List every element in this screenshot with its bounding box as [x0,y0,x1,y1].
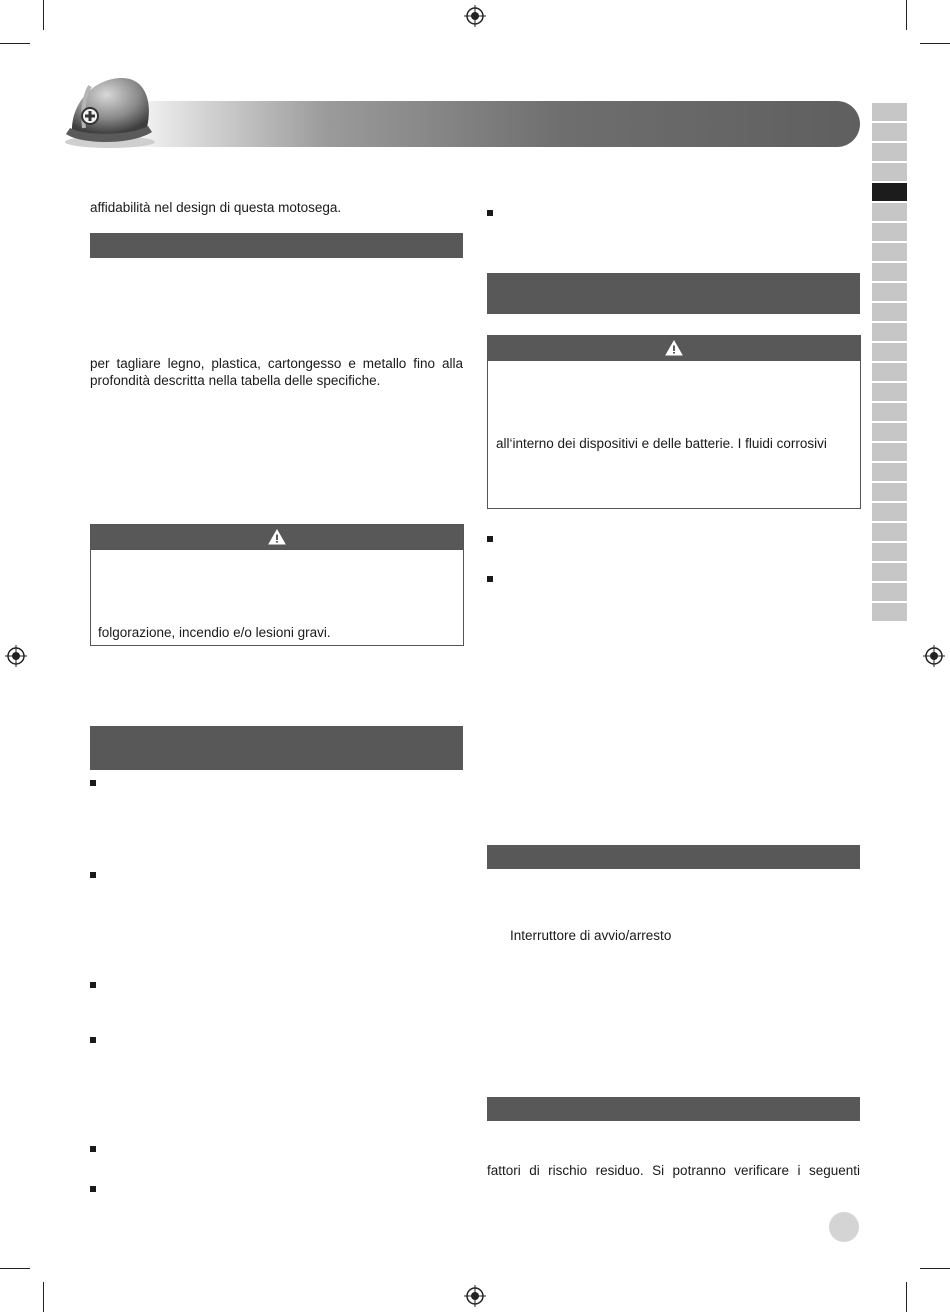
list-bullet [90,1146,96,1152]
warning-triangle-icon [268,529,286,545]
list-bullet [90,872,96,878]
section-heading-bar [90,233,463,258]
registration-mark-icon [923,645,945,667]
usage-text: profondità descritta nella tabella delle specifiche. [90,373,381,388]
side-tab [872,203,907,223]
side-tab [872,103,907,123]
section-heading-bar [90,726,463,770]
side-tab [872,563,907,583]
side-tab [872,543,907,563]
crop-mark [906,0,907,30]
page-number-marker [829,1212,859,1242]
crop-mark [0,1268,30,1269]
side-tab [872,503,907,523]
side-tab [872,383,907,403]
side-tab [872,343,907,363]
side-tab [872,163,907,183]
list-bullet [487,576,493,582]
side-tab [872,603,907,623]
side-tab [872,423,907,443]
crop-mark [920,43,950,44]
crop-mark [0,43,30,44]
risk-text: fattori di rischio residuo. Si potranno verificare i seguenti [487,1163,860,1178]
side-tab [872,323,907,343]
side-tab [872,483,907,503]
crop-mark [906,1282,907,1312]
side-tab [872,223,907,243]
list-bullet [90,982,96,988]
intro-text: affidabilità nel design di questa motosega. [90,200,342,215]
side-tab-strip [872,103,907,623]
warning-box-header [488,336,860,361]
warning-text: all‘interno dei dispositivi e delle batterie. I fluidi corrosivi [496,436,827,451]
warning-triangle-icon [665,340,683,356]
side-tab [872,143,907,163]
side-tab [872,243,907,263]
section-heading-bar [487,1097,860,1121]
component-label: Interruttore di avvio/arresto [510,928,672,943]
registration-mark-icon [464,5,486,27]
side-tab [872,523,907,543]
warning-box-header [91,525,463,550]
side-tab [872,263,907,283]
side-tab [872,123,907,143]
side-tab [872,403,907,423]
list-bullet [487,536,493,542]
side-tab [872,363,907,383]
usage-text: per tagliare legno, plastica, cartongesso e metallo fino alla [90,356,463,371]
crop-mark [43,1282,44,1312]
section-heading-bar [487,845,860,869]
crop-mark [43,0,44,30]
safety-helmet-icon [60,72,160,152]
side-tab [872,583,907,603]
side-tab [872,283,907,303]
side-tab [872,463,907,483]
registration-mark-icon [464,1285,486,1307]
list-bullet [487,210,493,216]
warning-box [90,524,464,646]
list-bullet [90,1186,96,1192]
list-bullet [90,780,96,786]
registration-mark-icon [5,645,27,667]
section-header-banner [118,101,860,147]
list-bullet [90,1037,96,1043]
side-tab [872,443,907,463]
section-heading-bar [487,273,860,314]
crop-mark [920,1268,950,1269]
side-tab [872,303,907,323]
side-tab-active [872,183,907,203]
warning-box [487,335,861,509]
warning-text: folgorazione, incendio e/o lesioni gravi. [98,625,331,640]
